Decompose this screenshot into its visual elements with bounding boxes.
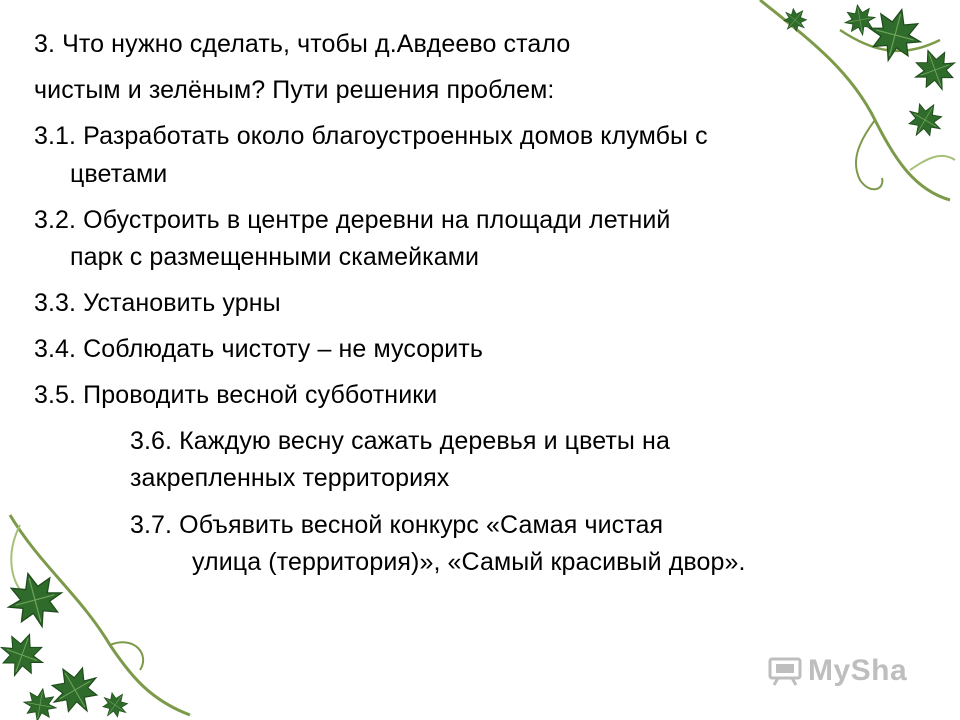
item-3-1: 3.1. Разработать около благоустроенных домов клумбы с bbox=[34, 122, 708, 150]
item-3-6: 3.6. Каждую весну сажать деревья и цветы на bbox=[130, 427, 670, 455]
item-3-1-cont: цветами bbox=[70, 160, 168, 188]
projector-icon bbox=[768, 656, 802, 686]
item-3-2: 3.2. Обустроить в центре деревни на площади летний bbox=[34, 206, 671, 234]
watermark-text: MySha bbox=[808, 654, 908, 687]
item-3-7-cont: улица (территория)», «Самый красивый двор». bbox=[192, 548, 746, 576]
item-3-3: 3.3. Установить урны bbox=[34, 289, 281, 317]
item-3-4: 3.4. Соблюдать чистоту – не мусорить bbox=[34, 335, 483, 363]
item-3-7: 3.7. Объявить весной конкурс «Самая чистая bbox=[130, 511, 664, 539]
item-3-6-cont: закрепленных территориях bbox=[130, 464, 450, 492]
heading-line-1: 3. Что нужно сделать, чтобы д.Авдеево стало bbox=[34, 30, 571, 58]
item-3-2-cont: парк с размещенными скамейками bbox=[70, 243, 480, 271]
heading-line-2: чистым и зелёным? Пути решения проблем: bbox=[34, 76, 555, 104]
maple-vine-icon bbox=[700, 0, 960, 215]
watermark bbox=[768, 654, 907, 688]
item-3-5: 3.5. Проводить весной субботники bbox=[34, 381, 438, 409]
